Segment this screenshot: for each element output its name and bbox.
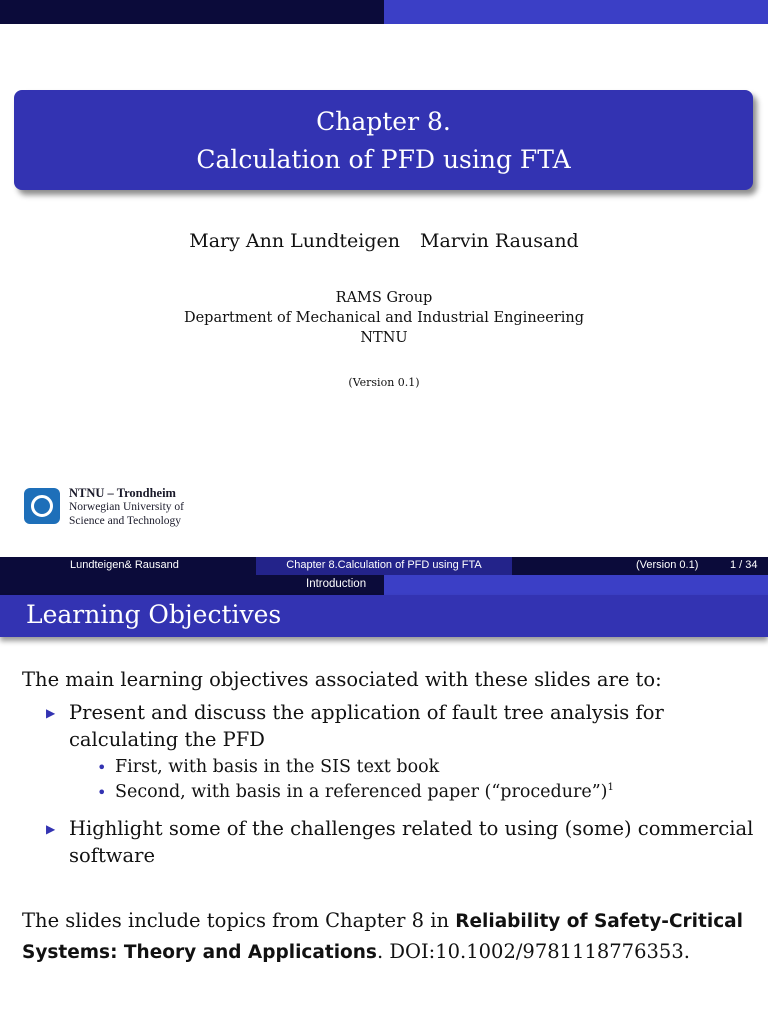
doi-text: . DOI:10.1002/9781118776353. bbox=[376, 940, 690, 963]
group-name: RAMS Group bbox=[335, 290, 433, 306]
author-1: Mary Ann Lundteigen bbox=[189, 230, 400, 252]
logo-line-3: Science and Technology bbox=[69, 515, 182, 527]
logo-text bbox=[69, 486, 184, 528]
title-box bbox=[14, 90, 753, 190]
department-name: Department of Mechanical and Industrial Engineering bbox=[183, 310, 585, 326]
dot-bullet-icon: • bbox=[97, 758, 107, 777]
list-item: Highlight some of the challenges related to using (some) commercial software bbox=[69, 817, 754, 867]
author-2: Marvin Rausand bbox=[419, 230, 579, 252]
affiliation bbox=[0, 288, 768, 348]
intro-text: The main learning objectives associated with these slides are to: bbox=[22, 668, 662, 691]
triangle-bullet-icon: ▶ bbox=[46, 822, 56, 836]
footer-version: (Version 0.1) bbox=[636, 559, 699, 571]
closing-text: The slides include topics from Chapter 8 in bbox=[22, 909, 456, 932]
sub-list-item bbox=[115, 782, 614, 802]
book-title: Reliability of Safety-Critical Systems: Theory and Applications bbox=[22, 911, 743, 963]
section-strip-right bbox=[384, 575, 768, 595]
header-strip-left bbox=[0, 0, 384, 24]
logo-line-2: Norwegian University of bbox=[69, 501, 184, 513]
authors bbox=[0, 230, 768, 252]
title-line-2: Calculation of PFD using FTA bbox=[196, 145, 571, 174]
version-label: (Version 0.1) bbox=[348, 376, 420, 389]
institution-name: NTNU bbox=[360, 330, 408, 346]
logo-name: NTNU – Trondheim bbox=[69, 486, 176, 500]
title-line-1: Chapter 8. bbox=[316, 107, 451, 136]
sub-list-item-text: Second, with basis in a referenced paper (“procedure”) bbox=[115, 782, 608, 802]
footer-page-number: 1 / 34 bbox=[730, 559, 758, 571]
frame-title: Learning Objectives bbox=[26, 600, 282, 629]
list-item: Present and discuss the application of fault tree analysis for calculating the PFD bbox=[69, 701, 664, 751]
sub-list-item: First, with basis in the SIS text book bbox=[115, 757, 440, 777]
dot-bullet-icon: • bbox=[97, 783, 107, 802]
closing-paragraph bbox=[22, 906, 752, 968]
header-strip-right bbox=[384, 0, 768, 24]
footer-authors: Lundteigen& Rausand bbox=[70, 559, 179, 571]
triangle-bullet-icon: ▶ bbox=[46, 706, 56, 720]
footnote-mark[interactable]: 1 bbox=[607, 782, 614, 794]
footer-title: Chapter 8.Calculation of PFD using FTA bbox=[286, 559, 482, 571]
ntnu-logo-icon bbox=[24, 488, 60, 524]
section-label[interactable]: Introduction bbox=[306, 578, 367, 590]
